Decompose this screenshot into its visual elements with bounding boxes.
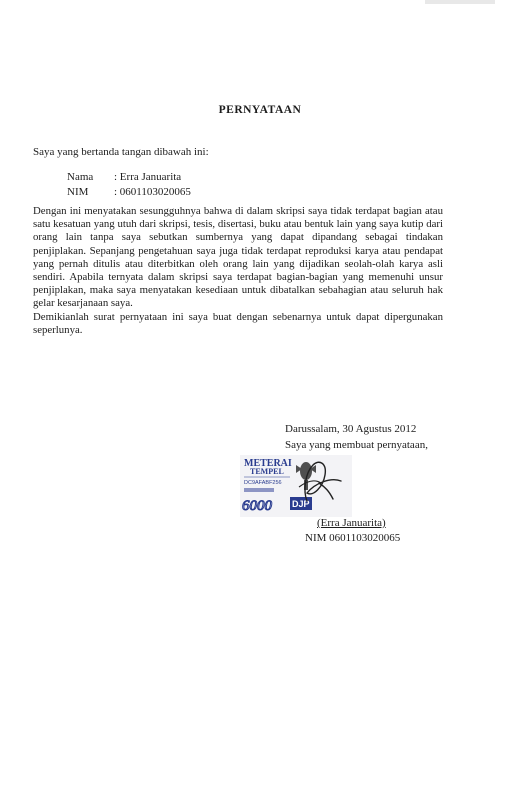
closing-paragraph: Demikianlah surat pernyataan ini saya buat dengan sebenarnya untuk dapat dipergunakan seperlunya. <box>33 310 443 336</box>
signature-header <box>285 421 428 453</box>
identity-name-label: Nama <box>67 171 94 183</box>
place-date: Darussalam, 30 Agustus 2012 <box>285 423 417 435</box>
intro-line: Saya yang bertanda tangan dibawah ini: <box>33 146 209 158</box>
identity-nim-row <box>67 186 191 198</box>
signer-nim: NIM 0601103020065 <box>305 532 401 544</box>
stamp-line1: METERAI <box>244 458 292 469</box>
identity-name-value: : Erra Januarita <box>114 171 182 183</box>
stamp-tag: DJP <box>292 499 310 509</box>
document-title: PERNYATAAN <box>218 104 302 116</box>
stamp-code: DC9AFABF256 <box>244 480 282 486</box>
closing-line: Saya yang membuat pernyataan, <box>285 439 428 451</box>
scan-artifact <box>425 0 495 4</box>
signer-name: (Erra Januarita) <box>317 517 386 529</box>
stamp-value: 6000 <box>242 498 272 514</box>
stamp-line2: TEMPEL <box>250 467 284 476</box>
identity-nim-label: NIM <box>67 186 89 198</box>
signature-icon <box>285 453 355 513</box>
statement-paragraph: Dengan ini menyatakan sesungguhnya bahwa di dalam skripsi saya tidak terdapat bagian atau satu kesatuan yang utuh dari skripsi, tesis, disertasi, buku atau bentuk lain yang saya kutip dari orang lain tanpa saya sebutkan sumbernya yang dapat dipandang sebagai tindakan penjiplakan. Sepanjang pengetahuan saya juga tidak terdapat reproduksi karya atau pendapat yang pernah ditulis atau diterbitkan oleh orang lain yang dijadikan seolah-olah karya asli sendiri. Apabila ternyata dalam skripsi saya terdapat bagian-bagian yang memenuhi unsur penjiplakan, maka saya menyatakan kesediaan untuk dibatalkan sebahagian atau seluruh hak gelar kesarjanaan saya. <box>33 205 443 310</box>
identity-name-row <box>67 171 181 183</box>
statement-body <box>33 205 443 337</box>
identity-nim-value: : 0601103020065 <box>114 186 191 198</box>
